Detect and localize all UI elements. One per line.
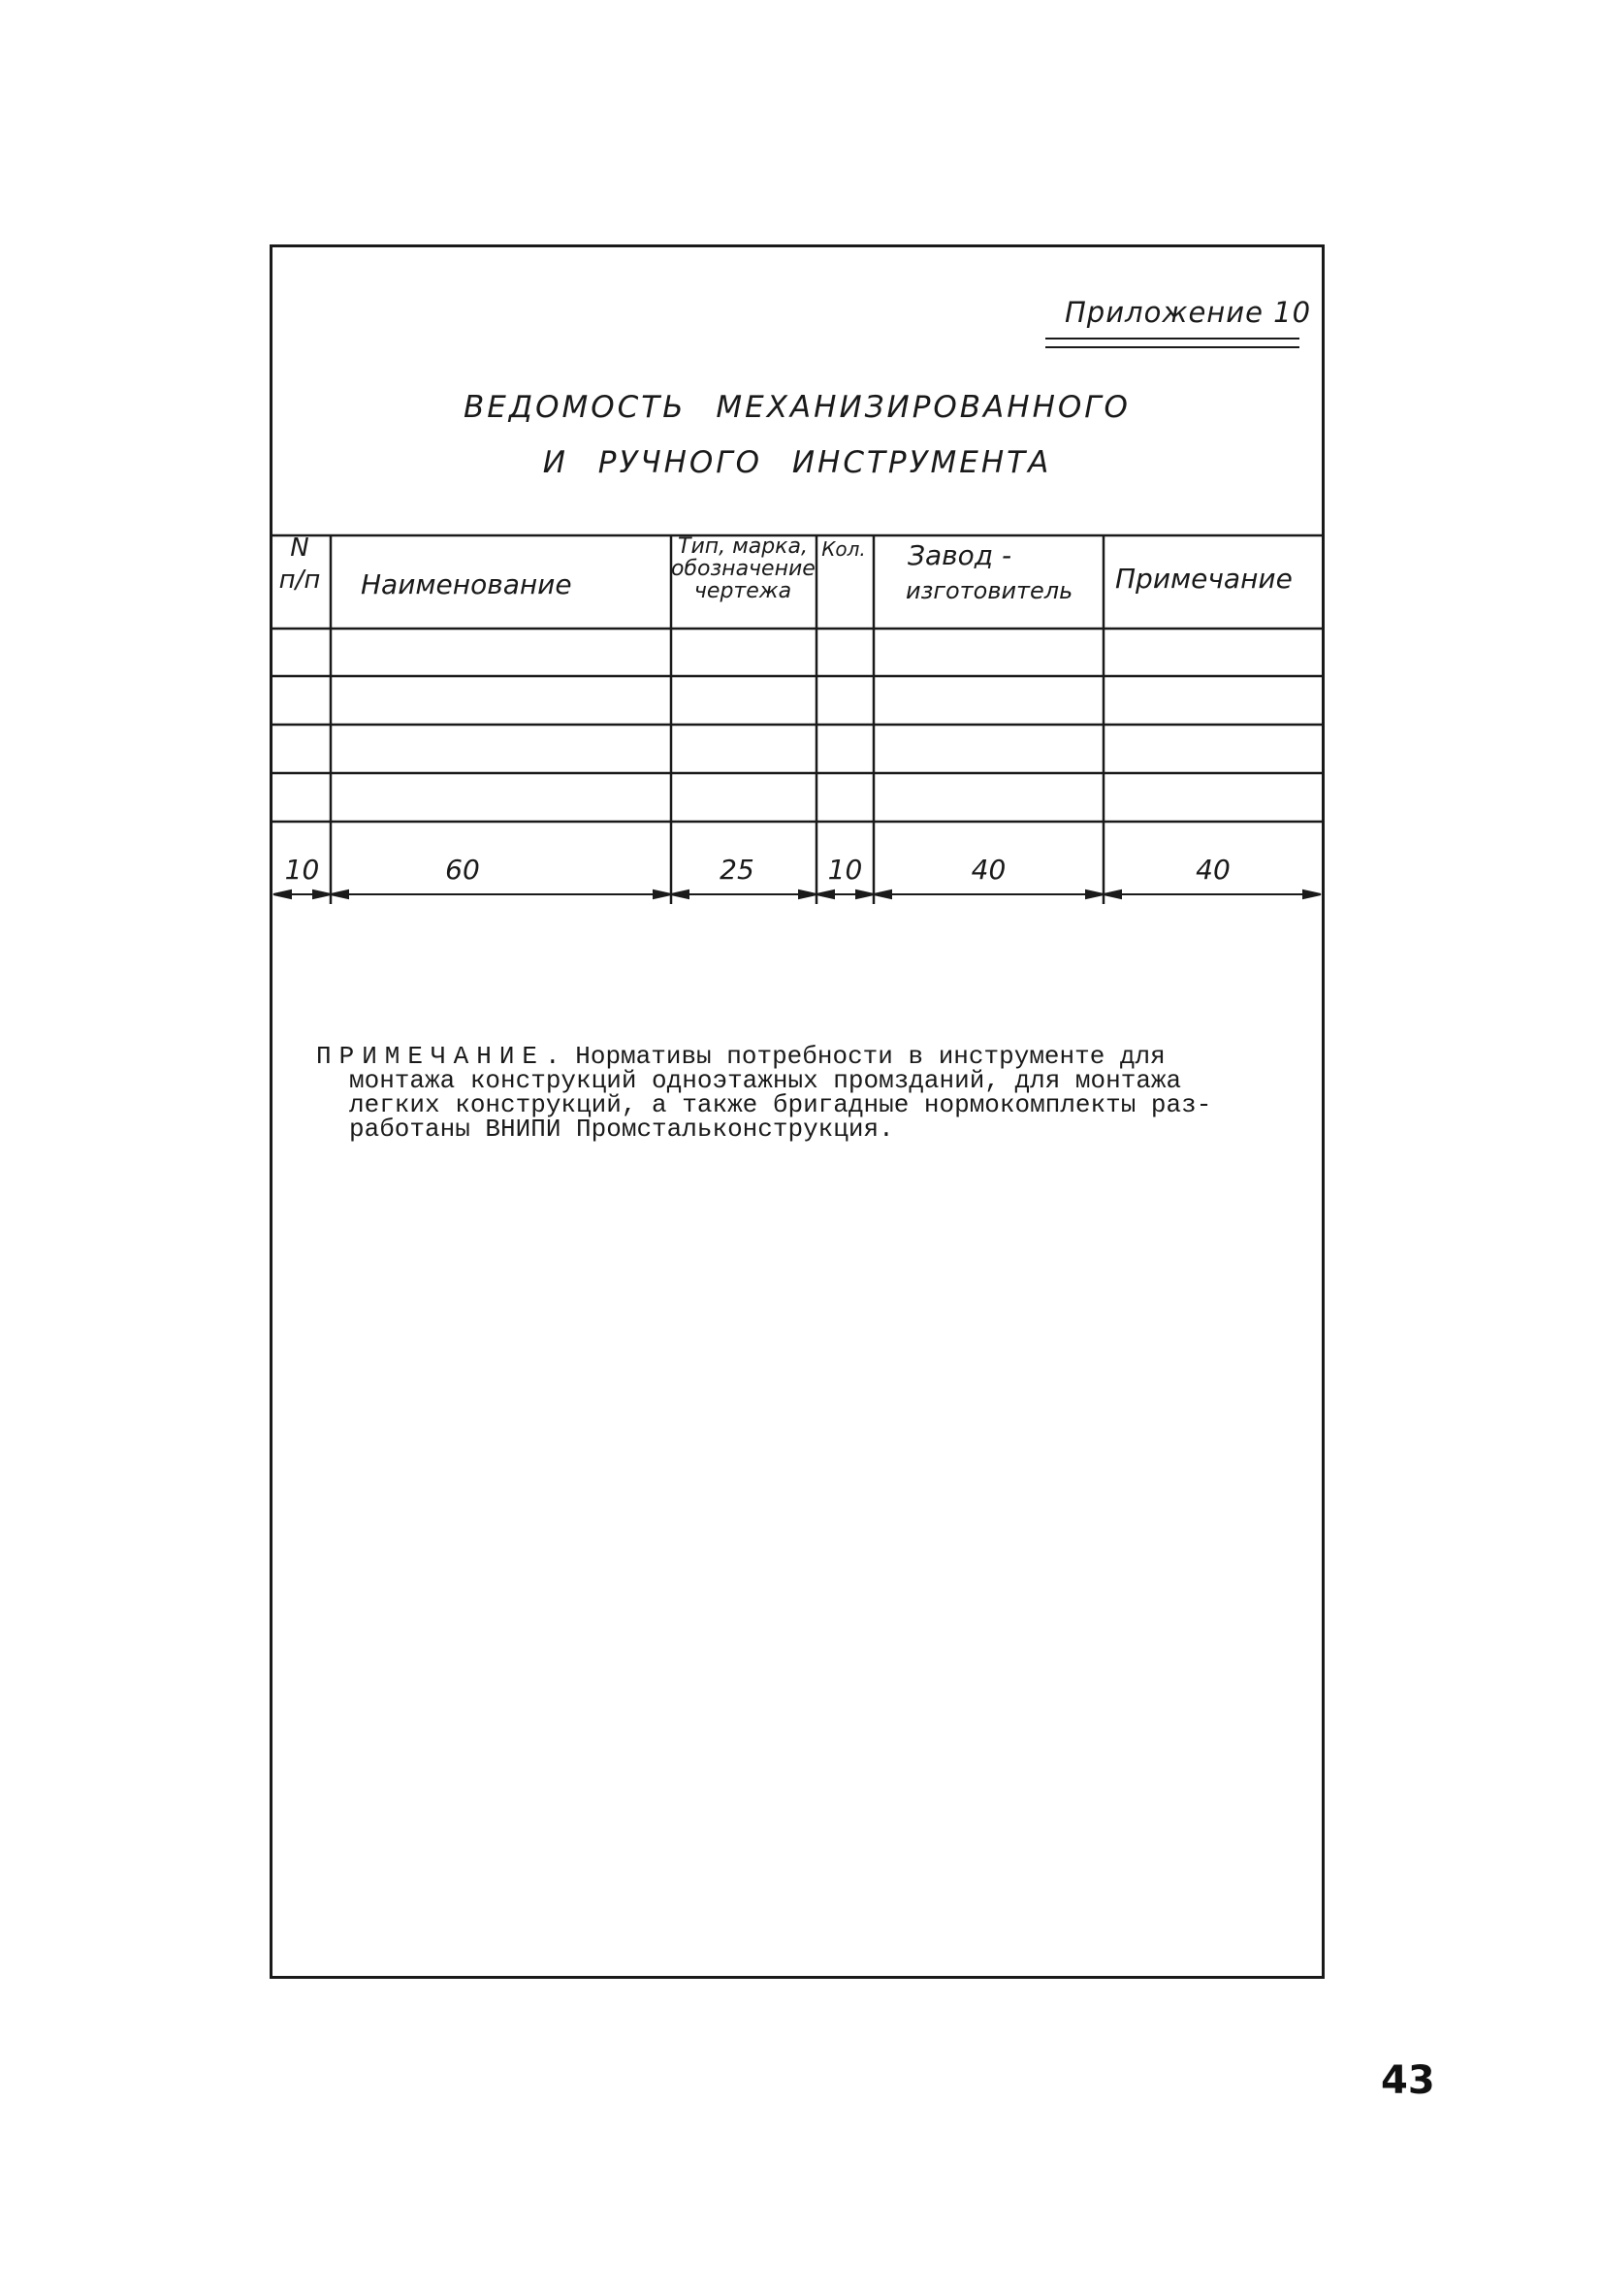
- column-width-label: 10: [284, 854, 320, 886]
- appendix-label: Приложение 10: [1065, 296, 1312, 329]
- remark-line-2: монтажа конструкций одноэтажных промзданий, для монтажа: [349, 1066, 1182, 1095]
- remark-paragraph: [316, 1042, 1286, 1144]
- header-quantity: Кол.: [821, 537, 866, 561]
- header-manufacturer: Завод - изготовитель: [906, 539, 1073, 605]
- header-name: Наименование: [361, 568, 572, 600]
- remark-line-1: . Нормативы потребности в инструменте для: [545, 1042, 1166, 1071]
- remark-heading: ПРИМЕЧАНИЕ: [316, 1042, 546, 1071]
- column-width-label: 40: [1196, 854, 1231, 886]
- page-number: 43: [1381, 2058, 1435, 2103]
- column-width-label: 25: [720, 854, 754, 886]
- remark-line-3: легких конструкций, а также бригадные нормокомплекты раз-: [349, 1090, 1212, 1119]
- column-width-label: 40: [971, 854, 1007, 886]
- document-title-line-2: И РУЧНОГО ИНСТРУМЕНТА: [542, 445, 1052, 480]
- header-number: N п/п: [278, 534, 321, 596]
- header-note: Примечание: [1115, 563, 1293, 595]
- header-type: Тип, марка, обозначение чертежа: [671, 534, 816, 604]
- document-title-line-1: ВЕДОМОСТЬ МЕХАНИЗИРОВАННОГО: [464, 390, 1131, 425]
- dimension-line: [273, 890, 1321, 898]
- remark-line-4: работаны ВНИПИ Промстальконструкция.: [349, 1115, 894, 1144]
- column-width-label: 10: [827, 854, 863, 886]
- column-width-label: 60: [445, 854, 480, 886]
